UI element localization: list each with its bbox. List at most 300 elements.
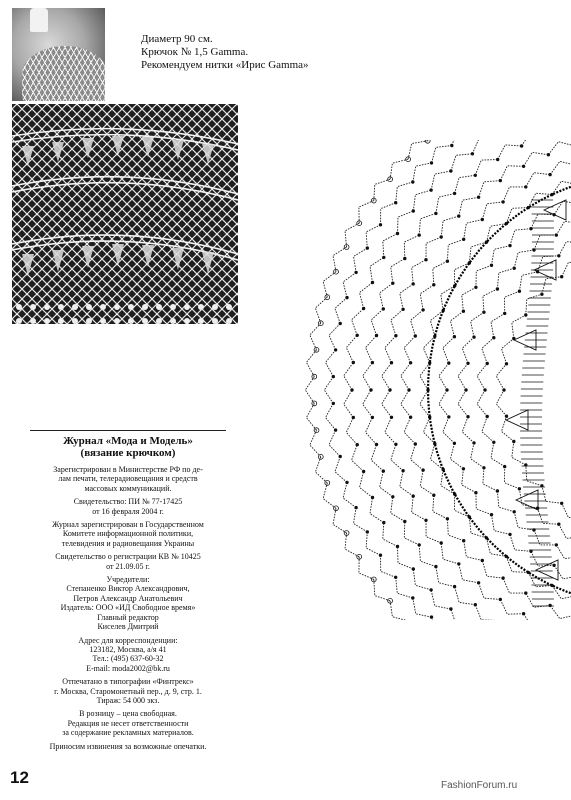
chain-loop — [428, 140, 449, 141]
chain-loop — [502, 416, 514, 441]
chain-loop — [371, 309, 383, 336]
stitch-node — [334, 349, 337, 352]
stitch-node — [496, 288, 499, 291]
stitch-node — [383, 256, 386, 259]
colophon-line: Адрес для корреспонденции: — [78, 635, 178, 645]
chain-loop — [346, 335, 357, 362]
chain-loop — [526, 465, 542, 486]
stitch-node — [402, 469, 405, 472]
chain-loop — [433, 495, 448, 519]
chain-loop — [450, 311, 463, 337]
chain-loop — [411, 444, 424, 470]
colophon-line: E-mail: moda2002@bk.ru — [86, 663, 170, 673]
stitch-node — [453, 585, 456, 588]
stitch-node — [440, 236, 443, 239]
chain-loop — [359, 557, 374, 580]
chain-loop — [436, 567, 455, 587]
colophon-line: Свидетельство: ПИ № 77-17425 — [73, 497, 183, 507]
stitch-node — [462, 310, 465, 313]
stitch-node — [389, 389, 392, 392]
chain-loop — [452, 140, 474, 146]
chain-loop — [329, 324, 340, 350]
stitch-node — [558, 255, 561, 258]
stitch-node — [418, 234, 421, 237]
stitch-node — [558, 523, 561, 526]
chain-loop — [491, 313, 505, 337]
stitch-node — [394, 201, 397, 204]
stitch-node — [383, 521, 386, 524]
stitch-node — [355, 271, 358, 274]
chain-loop — [476, 493, 492, 515]
stitch-node — [549, 173, 552, 176]
colophon-line: Зарегистрирован в Министерстве РФ по де- — [53, 465, 203, 474]
chain-loop — [496, 364, 506, 390]
stitch-node — [430, 616, 433, 619]
chain-loop — [346, 418, 357, 445]
stitch-node — [346, 296, 349, 299]
stitch-node — [493, 441, 496, 444]
stitch-node — [412, 568, 415, 571]
stitch-node — [390, 361, 393, 364]
chain-loop — [475, 605, 497, 620]
stitch-node — [509, 244, 512, 247]
crochet-diagram — [244, 140, 571, 620]
stitch-node — [356, 334, 359, 337]
stitch-node — [503, 312, 506, 315]
chain-loop — [404, 235, 419, 258]
stitch-node — [339, 455, 342, 458]
stitch-node — [355, 506, 358, 509]
chain-loop — [383, 523, 398, 547]
stitch-node — [332, 375, 335, 378]
stitch-node — [505, 363, 508, 366]
chain-loop — [459, 197, 479, 216]
stitch-node — [486, 362, 489, 365]
colophon-line: Комитете информационной политики, — [62, 529, 194, 539]
chain-loop — [343, 272, 356, 297]
chain-loop — [366, 417, 377, 444]
chain-loop — [482, 417, 494, 443]
stitch-node — [446, 260, 449, 263]
colophon-line: Приносим извинения за возможные опечатки. — [49, 741, 207, 751]
chain-loop — [323, 272, 336, 297]
chain-loop — [552, 585, 571, 598]
chain-loop — [324, 377, 333, 404]
spec-yarn: Рекомендуем нитки «Ирис Gamma» — [141, 59, 309, 71]
chain-loop — [352, 445, 364, 472]
chain-loop — [413, 190, 431, 211]
stitch-node — [408, 389, 411, 392]
chain-loop — [526, 173, 550, 187]
chain-loop — [371, 445, 383, 472]
stitch-node — [352, 416, 355, 419]
stitch-node — [356, 443, 359, 446]
stitch-node — [357, 554, 362, 559]
chain-loop — [401, 390, 411, 417]
chain-loop — [524, 614, 549, 620]
stitch-node — [481, 218, 484, 221]
stitch-node — [422, 309, 425, 312]
chain-loop — [491, 442, 505, 466]
chain-loop — [413, 163, 432, 182]
chain-loop — [512, 315, 526, 339]
spec-hook: Крючок № 1,5 Gamma. — [141, 46, 249, 58]
stitch-node — [522, 165, 525, 168]
stitch-node — [375, 443, 378, 446]
chain-loop — [374, 179, 390, 200]
stitch-node — [499, 179, 502, 182]
stitch-node — [332, 402, 335, 405]
chain-loop — [556, 545, 571, 559]
chain-loop — [550, 161, 571, 174]
stitch-node — [522, 612, 525, 615]
stitch-node — [530, 227, 533, 230]
chain-loop — [381, 203, 396, 225]
chain-loop — [335, 298, 347, 324]
chain-loop — [366, 225, 380, 248]
colophon-line: телевидения и радиовещания Украины — [61, 538, 195, 548]
fan-motif — [536, 560, 558, 580]
chain-loop — [500, 166, 523, 181]
chain-loop — [436, 193, 455, 213]
stitch-node — [458, 563, 461, 566]
colophon-line: Редакция не несет ответственности — [67, 718, 189, 728]
spec-diameter: Диаметр 90 см. — [141, 33, 213, 45]
chain-loop — [441, 543, 459, 564]
chain-loop — [431, 590, 451, 609]
chain-loop — [455, 175, 476, 193]
stitch-node — [404, 257, 407, 260]
chain-loop — [431, 171, 451, 190]
stitch-node — [490, 513, 493, 516]
chain-loop — [323, 483, 336, 508]
chain-loop — [483, 468, 498, 491]
chain-loop — [366, 336, 377, 363]
chain-loop — [476, 265, 492, 287]
stitch-node — [453, 442, 456, 445]
stitch-node — [499, 598, 502, 601]
stitch-node — [453, 192, 456, 195]
chain-loop — [396, 182, 413, 203]
chain-loop — [315, 457, 327, 483]
chain-loop — [385, 417, 396, 444]
stitch-node — [422, 469, 425, 472]
page-number: 12 — [10, 768, 29, 787]
stitch-node — [473, 336, 476, 339]
stitch-node — [371, 496, 374, 499]
stitch-node — [366, 531, 369, 534]
colophon-line: массовых коммуникаций. — [84, 483, 172, 493]
stitch-node — [547, 153, 550, 156]
stitch-node — [502, 201, 505, 204]
chain-loop — [471, 443, 484, 468]
chain-loop — [433, 261, 448, 285]
stitch-node — [518, 290, 521, 293]
chain-loop — [398, 211, 414, 234]
chain-loop — [477, 390, 487, 417]
stitch-node — [525, 186, 528, 189]
stitch-node — [370, 389, 373, 392]
stitch-node — [555, 234, 558, 237]
stitch-node — [435, 212, 438, 215]
stitch-node — [352, 361, 355, 364]
chain-loop — [310, 430, 321, 457]
stitch-node — [446, 518, 449, 521]
stitch-node — [477, 196, 480, 199]
colophon-line: Киселев Дмитрий — [97, 622, 159, 632]
chain-loop — [559, 242, 571, 256]
stitch-node — [503, 465, 506, 468]
chain-loop — [374, 579, 390, 600]
colophon-line: г. Москва, Старомонетный пер., д. 9, стр. 1. — [54, 686, 202, 696]
magazine-subtitle: (вязание крючком) — [80, 447, 176, 459]
chain-loop — [562, 262, 571, 276]
stitch-node — [412, 597, 415, 600]
chain-loop — [360, 472, 373, 498]
stitch-node — [513, 267, 516, 270]
colophon-line: за содержание рекламных материалов. — [62, 728, 194, 738]
stitch-node — [371, 361, 374, 364]
stitch-node — [412, 495, 415, 498]
chain-loop — [503, 187, 526, 202]
stitch-node — [481, 559, 484, 562]
stitch-node — [490, 264, 493, 267]
chain-loop — [426, 237, 441, 260]
chain-loop — [344, 363, 354, 391]
chain-loop — [354, 248, 368, 272]
stitch-node — [513, 440, 516, 443]
chain-loop — [426, 520, 441, 543]
stitch-node — [362, 307, 365, 310]
stitch-node — [525, 314, 528, 317]
chain-loop — [552, 181, 571, 194]
stitch-node — [425, 258, 428, 261]
stitch-node — [483, 311, 486, 314]
chain-loop — [382, 390, 392, 417]
chain-loop — [413, 569, 431, 590]
colophon-line: Тираж: 54 000 экз. — [96, 695, 160, 705]
chain-loop — [412, 260, 426, 284]
chain-loop — [475, 160, 497, 176]
stitch-node — [483, 467, 486, 470]
chain-loop — [310, 323, 321, 350]
chain-loop — [396, 577, 413, 598]
stitch-node — [382, 308, 385, 311]
tablecloth-photo-small — [12, 8, 105, 101]
stitch-node — [346, 481, 349, 484]
stitch-node — [366, 247, 369, 250]
colophon-line: Свидетельство о регистрации КВ № 10425 — [55, 552, 201, 562]
chain-loop — [404, 336, 415, 363]
stitch-node — [467, 362, 470, 365]
chain-loop — [479, 181, 501, 198]
tablecloth-shape — [22, 46, 105, 101]
chain-loop — [503, 578, 526, 593]
stitch-node — [475, 491, 478, 494]
chain-loop — [335, 457, 347, 483]
chain-loop — [459, 564, 479, 583]
chain-loop — [370, 498, 384, 523]
chain-loop — [306, 403, 316, 430]
chain-loop — [352, 309, 364, 336]
chain-loop — [514, 250, 534, 268]
stitch-node — [435, 565, 438, 568]
chain-loop — [439, 363, 449, 390]
chain-loop — [390, 601, 408, 620]
chain-loop — [345, 223, 359, 247]
chain-loop — [519, 272, 537, 291]
stitch-node — [392, 282, 395, 285]
stitch-node — [396, 232, 399, 235]
colophon-rule — [30, 430, 226, 431]
stitch-node — [503, 389, 506, 392]
stitch-node — [513, 511, 516, 514]
chain-loop — [462, 287, 476, 311]
stitch-node — [448, 416, 451, 419]
chain-loop — [559, 524, 571, 538]
fan-motif — [506, 410, 528, 430]
stitch-node — [430, 162, 433, 165]
lamp-shape — [30, 8, 48, 32]
stitch-node — [392, 496, 395, 499]
chain-loop — [412, 496, 426, 520]
chain-loop — [482, 338, 494, 364]
fan-motif — [544, 200, 566, 220]
chain-loop — [359, 201, 374, 224]
chain-loop — [326, 403, 336, 430]
stitch-node — [541, 293, 544, 296]
colophon-line: 123182, Москва, а/я 41 — [89, 644, 167, 654]
stitch-node — [465, 389, 468, 392]
chain-loop — [370, 257, 384, 282]
solid-stitch-row — [428, 174, 571, 605]
stitch-node — [462, 539, 465, 542]
stitch-node — [450, 170, 453, 173]
stitch-node — [471, 153, 474, 156]
chain-loop — [391, 259, 405, 284]
stitch-node — [390, 416, 393, 419]
stitch-node — [473, 442, 476, 445]
chain-loop — [455, 587, 476, 605]
chain-loop — [326, 350, 336, 377]
stitch-node — [505, 415, 508, 418]
stitch-node — [430, 189, 433, 192]
chain-loop — [404, 522, 419, 545]
stitch-node — [351, 389, 354, 392]
chain-loop — [554, 201, 571, 215]
stitch-node — [396, 545, 399, 548]
chain-loop — [390, 159, 408, 179]
chain-loop — [556, 221, 571, 235]
stitch-node — [448, 362, 451, 365]
chain-loop — [385, 336, 396, 363]
stitch-node — [433, 284, 436, 287]
chain-loop — [411, 310, 424, 336]
chain-loop — [408, 141, 428, 159]
colophon-line: от 21.09.05 г. — [106, 561, 150, 571]
chain-loop — [500, 599, 523, 614]
stitch-node — [525, 592, 528, 595]
chain-loop — [380, 471, 393, 497]
colophon-line: Тел.: (495) 637-60-32 — [92, 654, 164, 664]
mesh-grid — [305, 140, 571, 620]
stitch-node — [412, 283, 415, 286]
stitch-node — [467, 415, 470, 418]
watermark: FashionForum.ru — [441, 780, 518, 791]
chain-loop — [510, 229, 531, 246]
chain-loop — [420, 470, 434, 495]
stitch-node — [379, 224, 382, 227]
colophon — [30, 430, 226, 751]
chain-loop — [420, 285, 434, 310]
stitch-node — [357, 221, 362, 226]
stitch-node — [382, 470, 385, 473]
chain-loop — [462, 337, 474, 363]
stitch-node — [484, 389, 487, 392]
colophon-line: Отпечатано в типографии «Финтрекс» — [62, 677, 194, 687]
chain-loop — [380, 283, 393, 309]
chain-loop — [391, 444, 403, 470]
chain-loop — [404, 417, 415, 444]
chain-loop — [315, 297, 327, 323]
stitch-node — [409, 362, 412, 365]
stitch-node — [450, 608, 453, 611]
stitch-node — [371, 198, 376, 203]
chain-loop — [542, 277, 562, 295]
stitch-node — [404, 520, 407, 523]
chain-loop — [447, 519, 463, 541]
chain-loop — [492, 515, 511, 535]
stitch-node — [518, 488, 521, 491]
stitch-node — [440, 542, 443, 545]
colophon-line: В розницу – цена свободная. — [79, 709, 177, 719]
stitch-node — [402, 308, 405, 311]
stitch-node — [395, 334, 398, 337]
stitch-node — [555, 544, 558, 547]
chain-loop — [526, 593, 550, 607]
stitch-node — [433, 494, 436, 497]
chain-loop — [462, 417, 474, 443]
chain-loop — [400, 471, 413, 496]
chain-loop — [443, 417, 455, 443]
chain-loop — [345, 533, 359, 557]
stitch-node — [379, 554, 382, 557]
stitch-node — [474, 174, 477, 177]
stitch-node — [414, 443, 417, 446]
chain-loop — [554, 565, 571, 579]
stitch-node — [446, 389, 449, 392]
colophon-lines — [30, 465, 226, 751]
stitch-node — [462, 468, 465, 471]
chain-loop — [471, 312, 484, 337]
chain-loop — [497, 268, 514, 289]
chain-loop — [363, 390, 373, 417]
stitch-node — [474, 603, 477, 606]
chain-loop — [458, 390, 468, 417]
chain-loop — [477, 364, 487, 391]
lace-closeup-photo — [12, 104, 238, 324]
chain-loop — [451, 609, 473, 620]
stitch-node — [362, 470, 365, 473]
magazine-title: Журнал «Мода и Модель» — [63, 435, 193, 447]
chain-loop — [483, 289, 498, 312]
stitch-node — [509, 533, 512, 536]
chain-loop — [360, 283, 373, 309]
stitch-node — [453, 335, 456, 338]
stitch-node — [414, 335, 417, 338]
chain-loop — [472, 140, 495, 154]
stitch-node — [412, 210, 415, 213]
